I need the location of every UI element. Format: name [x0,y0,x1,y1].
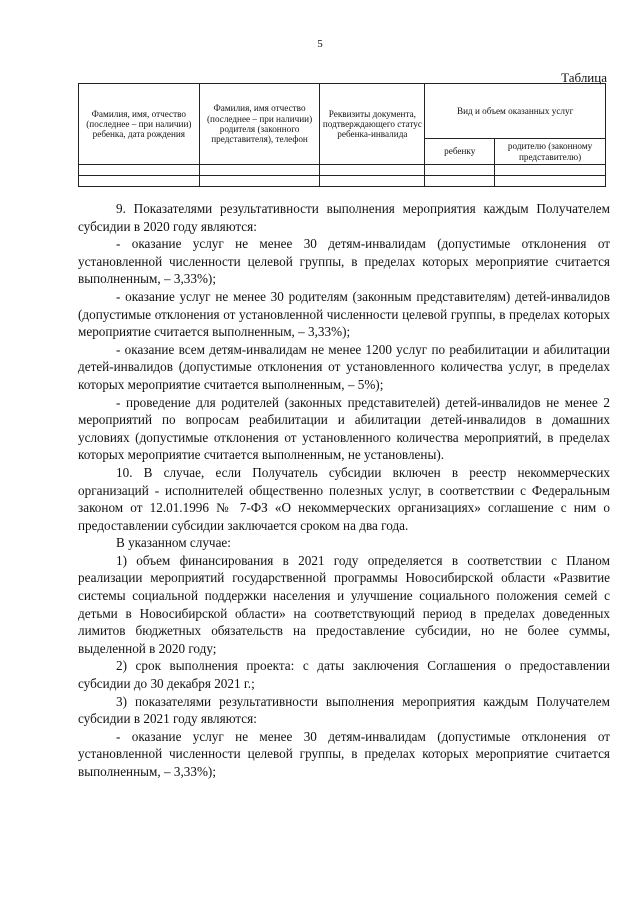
paragraph: - оказание всем детям-инвалидам не менее 1200 услуг по реабилитации и абилитации детей-инвалидов (допустимые отклонения от установленного количества услуг, в пределах которых мероприятие считается выполненным, – 5%); [78,341,610,392]
col-services-header: Вид и объем оказанных услуг [425,84,606,139]
paragraph: - оказание услуг не менее 30 детям-инвалидам (допустимые отклонения от установленной численности целевой группы, в пределах которых мероприятие считается выполненным, – 3,33%); [78,236,610,287]
paragraph: 2) срок выполнения проекта: с даты заключения Соглашения о предоставлении субсидии до 30 декабря 2021 г.; [78,658,610,692]
sub-parent-header: родителю (законному представителю) [495,139,606,165]
paragraph: 3) показателями результативности выполнения мероприятия каждым Получателем субсидии в 2021 году являются: [78,693,610,727]
paragraph: - оказание услуг не менее 30 родителям (законным представителям) детей-инвалидов (допустимые отклонения от установленной численности целевой группы, в пределах которых мероприятие считается выполненным, – 3,33%); [78,288,610,340]
table-caption: Таблица [561,70,607,85]
body-text [78,200,610,781]
paragraph: - оказание услуг не менее 30 детям-инвалидам (допустимые отклонения от установленной численности целевой группы, в пределах которых мероприятие считается выполненным, – 3,33%); [78,728,610,779]
table-row [79,165,606,176]
services-table [78,83,606,187]
paragraph: 9. Показателями результативности выполнения мероприятия каждым Получателем субсидии в 2020 году являются: [78,201,610,234]
paragraph: 1) объем финансирования в 2021 году определяется в соответствии с Планом реализации мероприятий государственной программы Новосибирской области «Развитие системы социальной поддержки населения и улучшение социального положения семей с детьми в Новосибирской области» на соответствующий период в пределах доведенных лимитов бюджетных обязательств на предоставление субсидии, но не более суммы, выделенной в 2020 году; [78,552,610,656]
col-child-name-header: Фамилия, имя, отчество (последнее – при наличии) ребенка, дата рождения [79,84,200,165]
paragraph: 10. В случае, если Получатель субсидии включен в реестр некоммерческих организаций - исполнителей общественно полезных услуг, в соответствии с Федеральным законом от 12.01.1996 № 7-ФЗ «О некоммерческих организациях» соглашение с ним о предоставлении субсидии заключается сроком на два года. [78,464,610,533]
paragraph: - проведение для родителей (законных представителей) детей-инвалидов не менее 2 мероприятий по вопросам реабилитации и абилитации детей-инвалидов в домашних условиях (допустимые отклонения от установленного количества мероприятий, в пределах которых мероприятие считается выполненным, не установлены). [78,394,610,463]
sub-child-header: ребенку [425,139,495,165]
table-row [79,176,606,187]
page-number: 5 [317,38,323,50]
col-parent-name-header: Фамилия, имя отчество (последнее – при наличии) родителя (законного представителя), телефон [199,84,320,165]
paragraph: В указанном случае: [116,535,231,551]
col-documents-header: Реквизиты документа, подтверждающего статус ребенка-инвалида [320,84,425,165]
